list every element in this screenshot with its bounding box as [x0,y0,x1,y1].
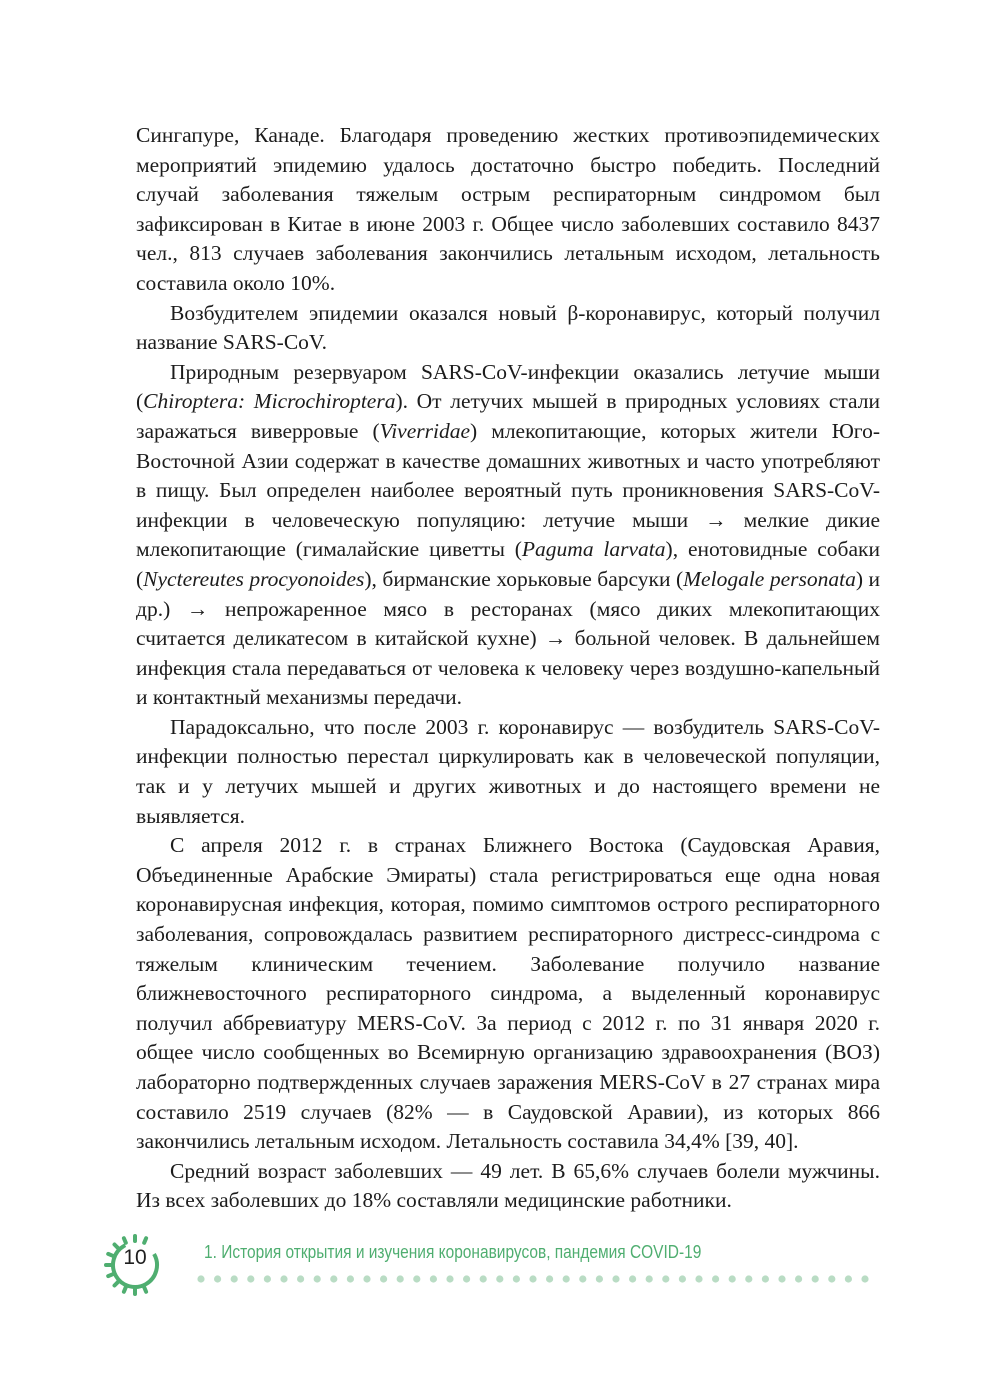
latin-taxon-name: Melogale personata [683,566,856,591]
text-run: Сингапуре, Канаде. Благодаря проведению жестких противоэпидемических мероприятий эпидемию удалось достаточно быстро победить. Последний случай заболевания тяжелым острым респираторным синдромом был зафиксирован в Китае в июне 2003 г. Общее число заболевших составило 8437 чел., 813 случаев заболевания закончились летальным исходом, летальность составила около 10%. [136,123,880,295]
paragraph [136,1157,880,1216]
text-run: С апреля 2012 г. в странах Ближнего Востока (Саудовская Аравия, Объединенные Арабские Эмираты) стала регистрироваться еще одна новая коронавирусная инфекция, которая, помимо симптомов острого респираторного заболевания, сопровождалась развитием респираторного дистресс-синдрома с тяжелым клиническим течением. Заболевание получило название ближневосточного респираторного синдрома, а выделенный коронавирус получил аббревиатуру MERS-CoV. За период с 2012 г. по 31 января 2020 г. общее число сообщенных во Всемирную организацию здравоохранения (ВОЗ) лабораторно подтвержденных случаев заражения MERS-CoV в 27 странах мира составило 2519 случаев (82% — в Саудовской Аравии), из которых 866 закончились летальным исходом. Летальность составила 34,4% [39, 40]. [136,833,880,1154]
text-run: ) млекопитающие, которых жители Юго-Восточной Азии содержат в качестве домашних животных и часто употребляют в пищу. Был определен наиболее вероятный путь проникновения SARS-CoV-инфекции в человеческую популяцию: летучие мыши → мелкие дикие млекопитающие (гималайские циветты ( [136,418,880,562]
paragraph [136,831,880,1157]
latin-taxon-name: Chiroptera: Microchiroptera [143,389,396,414]
text-run: Средний возраст заболевших — 49 лет. В 65,6% случаев болели мужчины. Из всех заболевших до 18% составляли медицинские работники. [136,1158,880,1213]
running-head: 1. История открытия и изучения коронавирусов, пандемия COVID-19 [204,1242,702,1262]
text-run: ), бирманские хорьковые барсуки ( [364,566,684,591]
text-run: Природным резервуаром SARS-CoV-инфекции оказались летучие мыши ( [136,359,880,414]
body-text [136,121,880,1216]
paragraph [136,121,880,299]
text-run: Возбудителем эпидемии оказался новый β-коронавирус, который получил название SARS-CoV. [136,300,880,355]
paragraph [136,358,880,713]
text-run: ). От летучих мышей в природных условиях стали заражаться виверровые ( [136,389,880,443]
page-number: 10 [123,1246,147,1269]
latin-taxon-name: Viverridae [379,418,471,443]
text-run: ) и др.) → непрожаренное мясо в ресторанах (мясо диких млекопитающих считается деликатесом в китайской кухне) → больной человек. В дальнейшем инфекция стала передаваться от человека к человеку через воздушно-капельный и контактный механизмы передачи. [136,566,880,710]
paragraph [136,299,880,358]
dotted-rule [196,1274,880,1284]
page-footer [100,1230,900,1310]
text-run: Парадоксально, что после 2003 г. коронавирус — возбудитель SARS-CoV-инфекции полностью перестал циркулировать как в человеческой популяции, так и у летучих мышей и других животных и до настоящего времени не выявляется. [136,714,880,828]
latin-taxon-name: Paguma larvata [521,537,666,562]
latin-taxon-name: Nyctereutes procyonoides [143,566,365,591]
paragraph [136,713,880,831]
text-run: ), енотовидные собаки ( [136,537,880,591]
